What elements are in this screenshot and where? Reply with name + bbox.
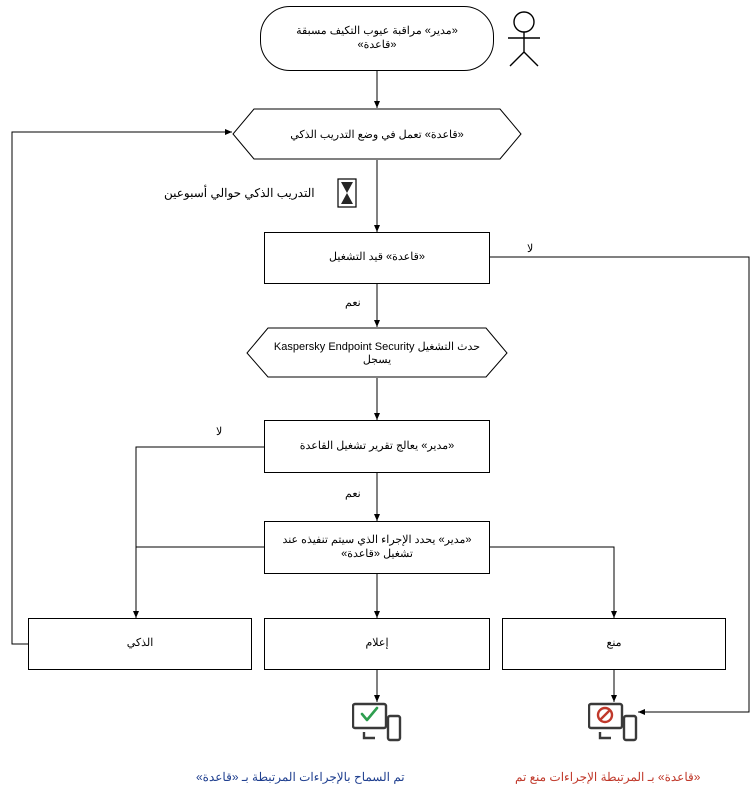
node-start-label: «مدير» مراقبة عيوب التكيف مسبقة «قاعدة» (296, 24, 458, 51)
node-report (264, 420, 490, 473)
hourglass-icon (336, 178, 358, 213)
node-rule-enabled-label: «قاعدة» قيد التشغيل (329, 251, 425, 264)
monitor-check-icon (352, 702, 402, 749)
caption-blocked: «قاعدة» بـ المرتبطة الإجراءات منع تم (515, 770, 701, 784)
node-event-logged-label: حدث التشغيل Kaspersky Endpoint Security يسجل (273, 340, 481, 366)
training-duration-note: التدريب الذكي حوالي أسبوعين (164, 186, 315, 200)
node-training (232, 108, 522, 160)
edge-label-no-report: لا (216, 426, 223, 438)
node-smart-label: الذكي (126, 637, 154, 650)
node-block-label: منع (606, 637, 622, 650)
edge-label-no-enabled: لا (527, 243, 534, 255)
node-smart (28, 618, 252, 670)
node-start (260, 6, 494, 71)
node-select-action (264, 521, 490, 574)
node-event-logged (246, 327, 508, 378)
monitor-blocked-icon (588, 702, 638, 749)
node-notify (264, 618, 490, 670)
node-select-action-label: «مدير» يحدد الإجراء الذي سيتم تنفيذه عند تشغيل «قاعدة» (282, 533, 472, 560)
node-rule-enabled (264, 232, 490, 284)
node-training-label: «قاعدة» تعمل في وضع التدريب الذكي (290, 128, 464, 141)
caption-allowed: تم السماح بالإجراءات المرتبطة بـ «قاعدة» (196, 770, 405, 784)
edge-label-yes-enabled: نعم (345, 297, 361, 309)
node-notify-label: إعلام (365, 637, 389, 650)
edge-label-yes-report: نعم (345, 488, 361, 500)
node-block (502, 618, 726, 670)
person-icon (496, 8, 552, 73)
node-report-label: «مدير» يعالج تقرير تشغيل القاعدة (299, 439, 455, 452)
